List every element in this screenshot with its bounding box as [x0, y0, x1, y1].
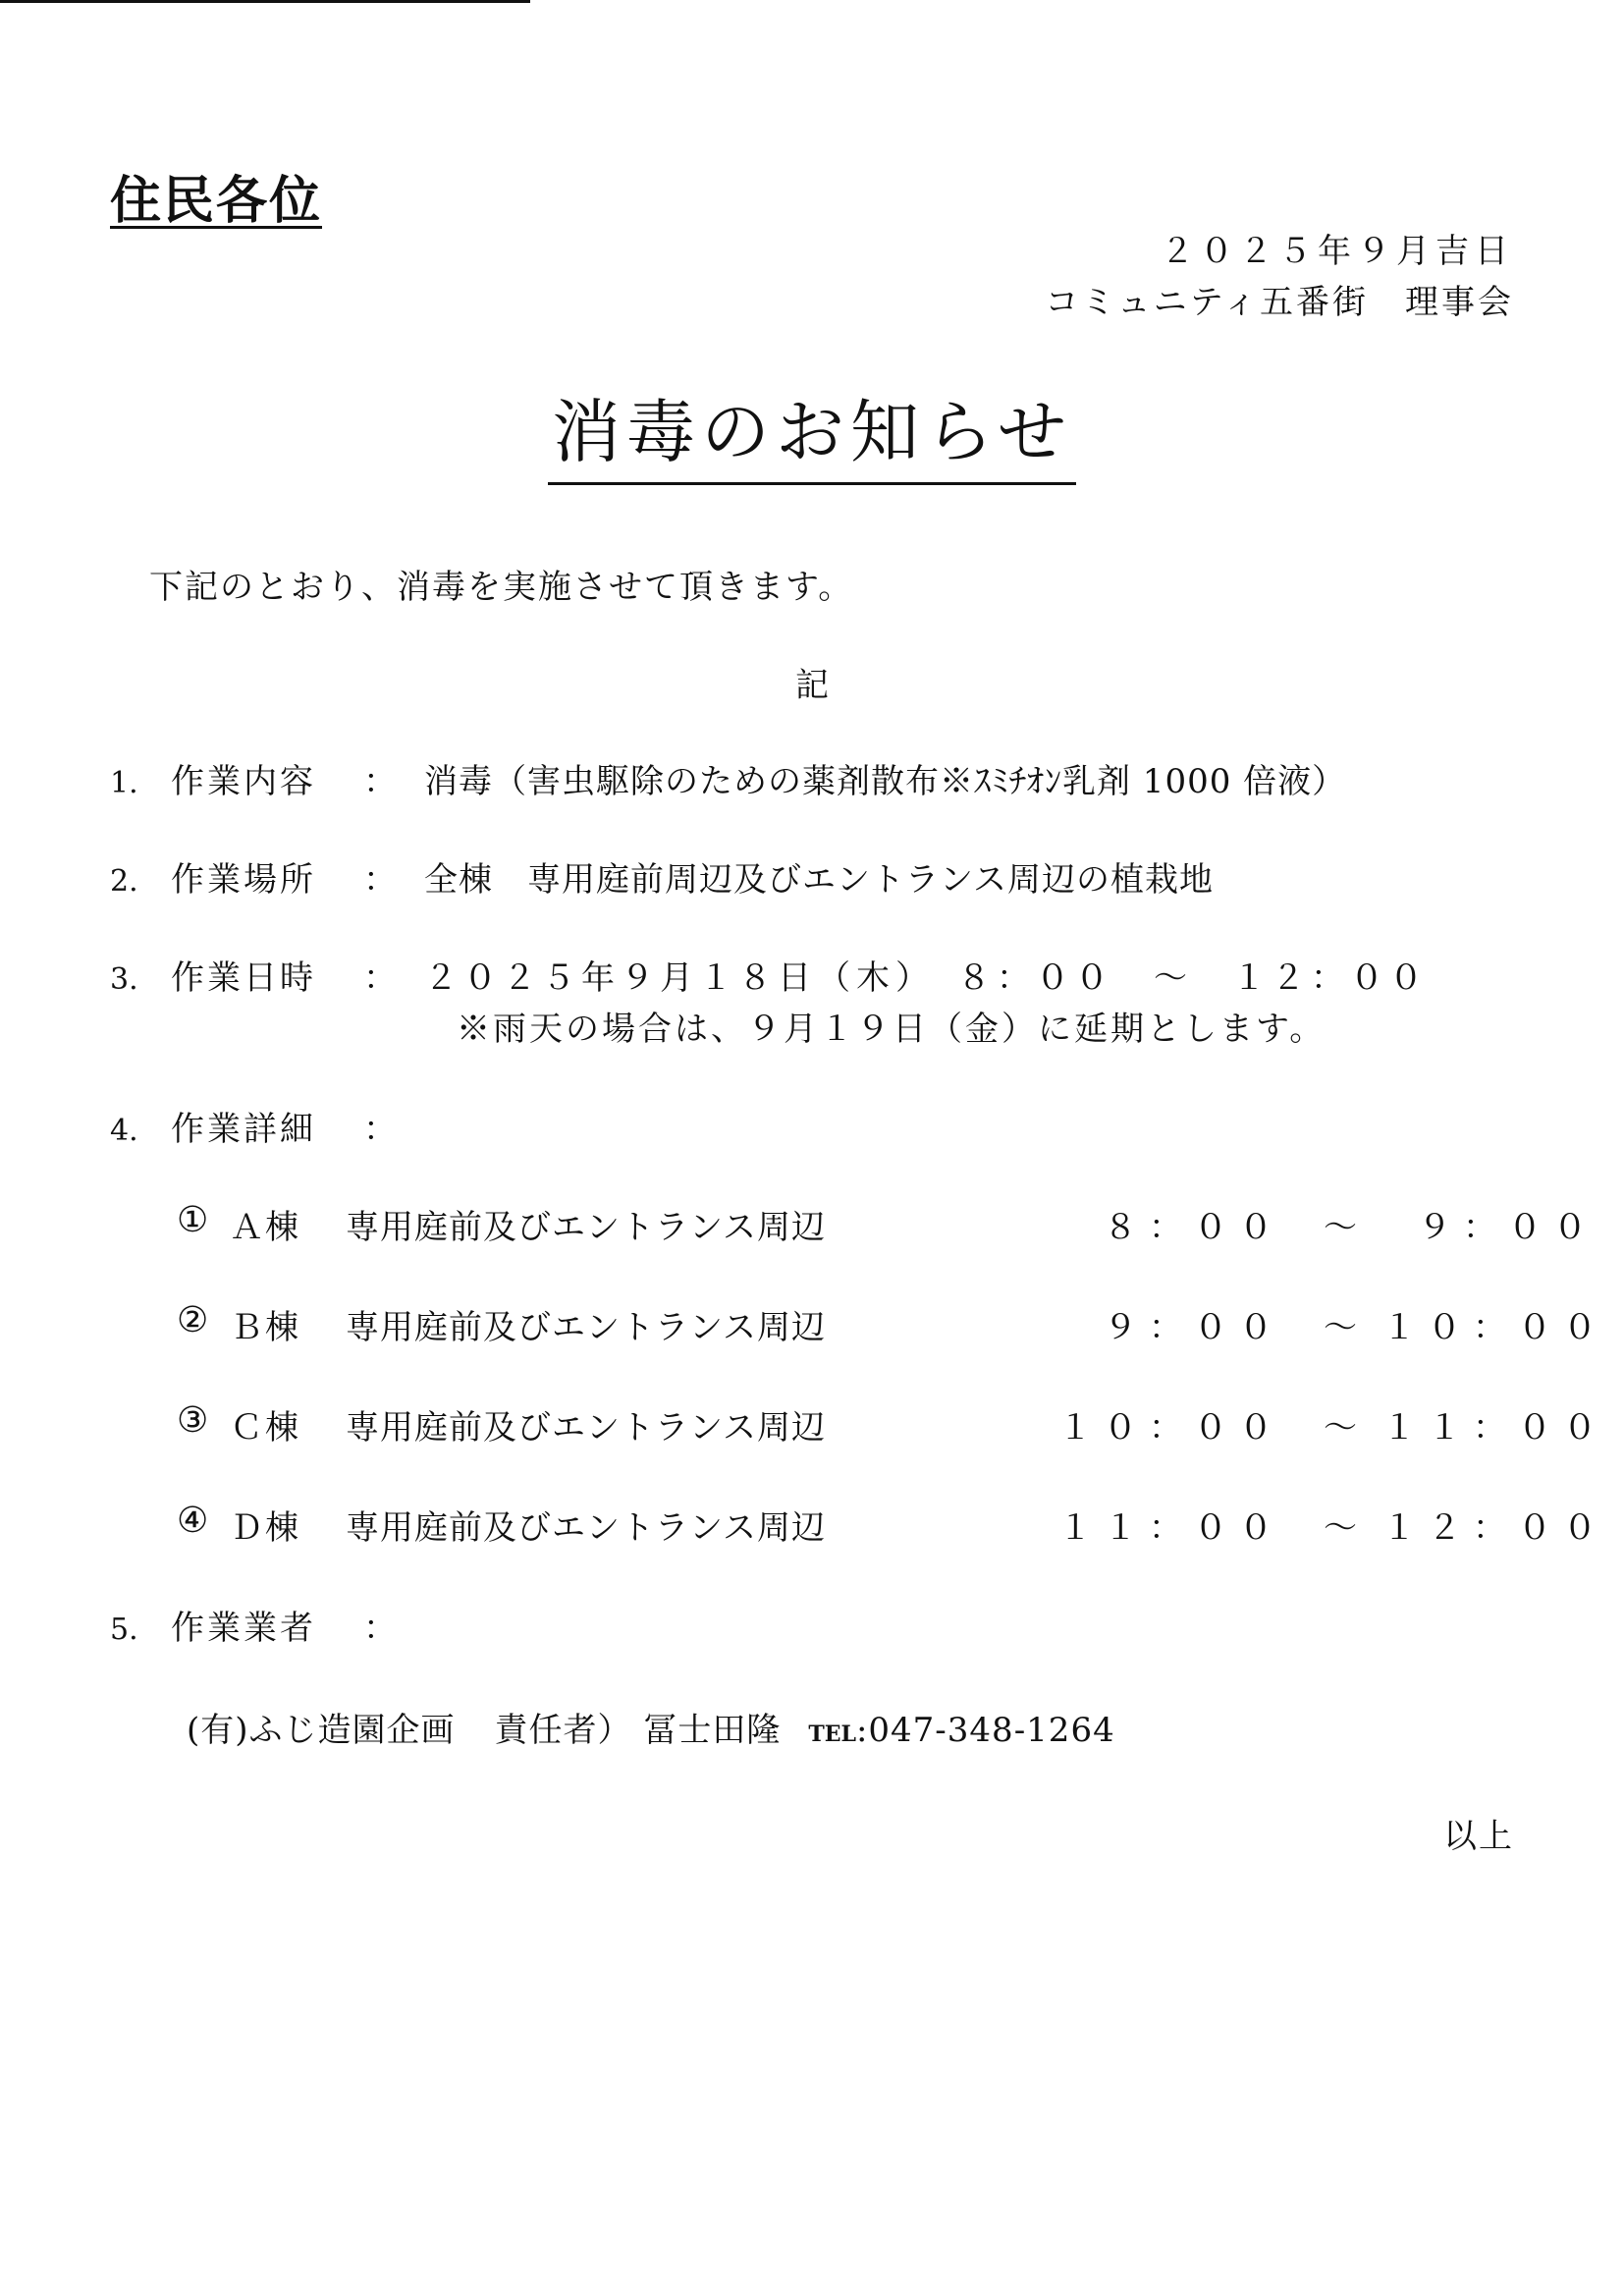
item-label: 作業日時 — [171, 958, 316, 998]
building-name: Ｄ棟 — [230, 1508, 300, 1548]
item-colon: ： — [363, 762, 397, 801]
document-title — [0, 377, 1624, 485]
circled-number: ③ — [177, 1400, 209, 1441]
item-value: 全棟 専用庭前周辺及びエントランス周辺の植栽地 — [424, 860, 1214, 900]
range-tilde: ～ — [1324, 1408, 1357, 1448]
closing-mark: 以上 — [1443, 1817, 1514, 1856]
tel-label: TEL — [808, 1722, 856, 1747]
building-name: Ｃ棟 — [230, 1408, 300, 1448]
end-time: １１：００ — [1382, 1408, 1608, 1448]
building-name: Ｂ棟 — [230, 1308, 300, 1347]
intro-text: 下記のとおり、消毒を実施させて頂きます。 — [149, 568, 854, 607]
item-work-content — [110, 754, 1346, 802]
rain-note: ※雨天の場合は、９月１９日（金）に延期とします。 — [457, 1010, 1326, 1049]
detail-row-b — [177, 1300, 1608, 1349]
top-rule — [0, 0, 530, 3]
circled-number: ① — [177, 1200, 209, 1240]
end-time: ９：００ — [1418, 1208, 1598, 1247]
item-number: 5. — [110, 1613, 138, 1647]
circled-number: ④ — [177, 1501, 209, 1541]
tel-number: :047-348-1264 — [855, 1711, 1115, 1750]
item-label: 作業詳細 — [171, 1110, 316, 1149]
end-time: １２：００ — [1382, 1508, 1608, 1548]
start-time: １１：００ — [1058, 1508, 1284, 1548]
range-tilde: ～ — [1324, 1208, 1357, 1247]
contractor-manager-name: 冨士田隆 — [643, 1711, 782, 1750]
item-colon: ： — [363, 860, 397, 900]
item-colon: ： — [363, 1609, 397, 1648]
item-work-datetime — [110, 951, 1429, 999]
end-time: １０：００ — [1382, 1308, 1608, 1347]
issuer: コミュニティ五番街 理事会 — [1045, 283, 1514, 322]
detail-row-c — [177, 1400, 1608, 1449]
item-label: 作業業者 — [171, 1609, 316, 1648]
item-number: 4. — [110, 1114, 138, 1148]
contractor-manager-label: 責任者） — [494, 1711, 632, 1750]
contractor-line — [187, 1703, 1115, 1751]
item-value: 消毒（害虫駆除のための薬剤散布※ｽﾐﾁｵﾝ乳剤 1000 倍液） — [424, 762, 1347, 801]
contractor-company: (有)ふじ造園企画 — [187, 1711, 456, 1750]
circled-number: ② — [177, 1300, 209, 1340]
item-number: 1. — [110, 766, 138, 800]
work-area: 専用庭前及びエントランス周辺 — [346, 1508, 826, 1548]
detail-row-d — [177, 1501, 1608, 1550]
item-colon: ： — [363, 1110, 397, 1149]
range-tilde: ～ — [1324, 1508, 1357, 1548]
item-value: ２０２５年９月１８日（木） ８：００ ～ １２：００ — [424, 958, 1429, 998]
start-time: ９：００ — [1104, 1308, 1284, 1347]
building-name: Ａ棟 — [230, 1208, 300, 1247]
work-area: 専用庭前及びエントランス周辺 — [346, 1208, 826, 1247]
item-contractor — [110, 1601, 424, 1649]
start-time: ８：００ — [1104, 1208, 1284, 1247]
item-work-details — [110, 1102, 424, 1150]
document-title-text: 消毒のお知らせ — [548, 377, 1076, 485]
work-area: 専用庭前及びエントランス周辺 — [346, 1408, 826, 1448]
start-time: １０：００ — [1058, 1408, 1284, 1448]
item-label: 作業内容 — [171, 762, 316, 801]
addressee: 住民各位 — [110, 172, 323, 231]
item-colon: ： — [363, 958, 397, 998]
work-area: 専用庭前及びエントランス周辺 — [346, 1308, 826, 1347]
issue-date: ２０２５年９月吉日 — [1161, 232, 1514, 271]
detail-row-a — [177, 1200, 1598, 1249]
item-label: 作業場所 — [171, 860, 316, 900]
item-number: 3. — [110, 962, 138, 997]
ki-marker: 記 — [795, 666, 829, 705]
range-tilde: ～ — [1324, 1308, 1357, 1347]
item-number: 2. — [110, 864, 138, 899]
item-work-location — [110, 852, 1214, 901]
